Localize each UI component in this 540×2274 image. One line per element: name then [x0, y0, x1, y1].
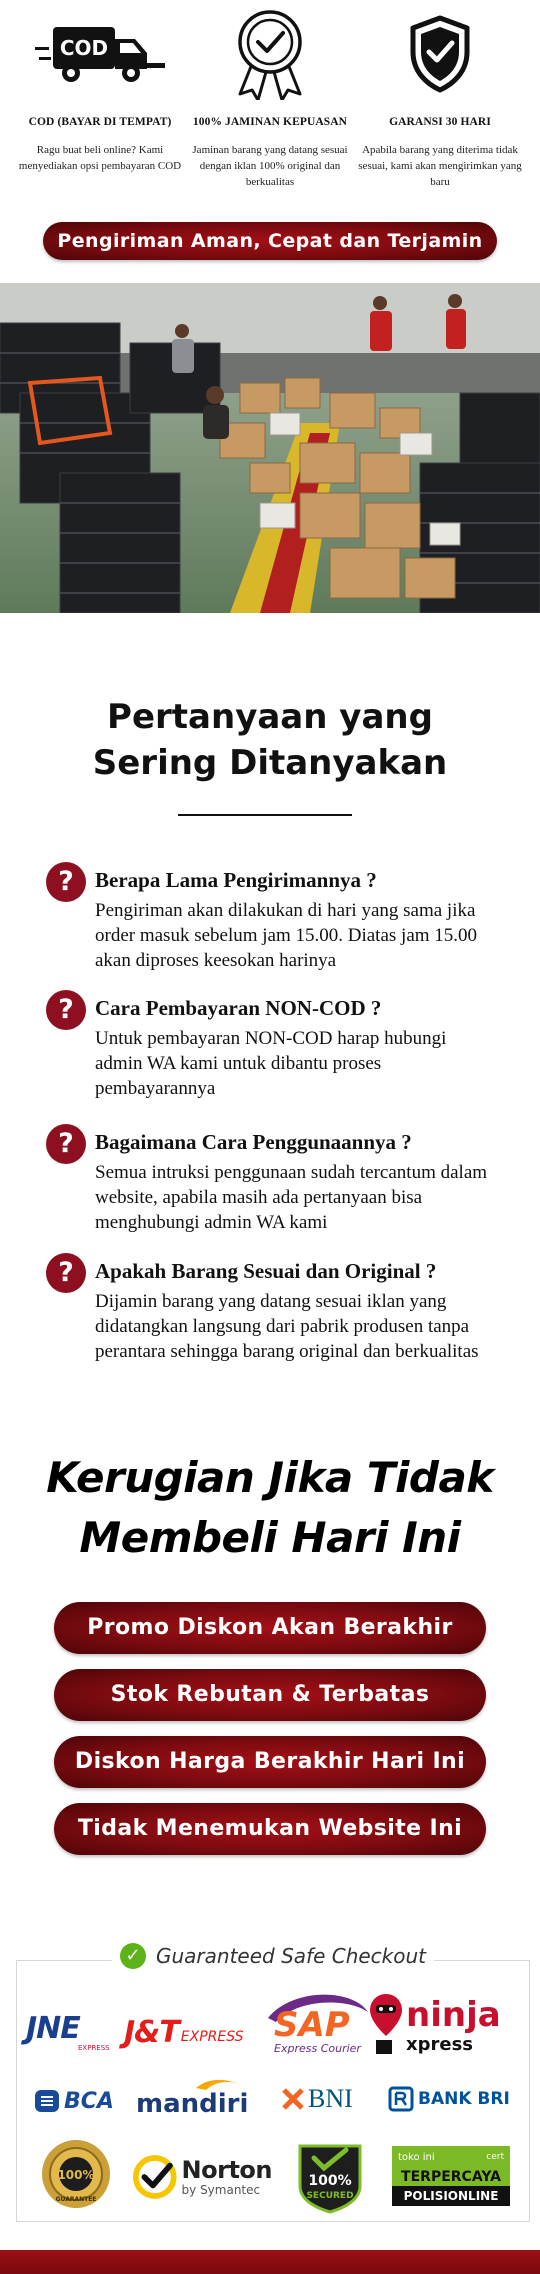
feature-title: 100% JAMINAN KEPUASAN	[192, 116, 348, 128]
features-row	[0, 0, 540, 205]
bni-emblem-icon	[282, 2088, 304, 2110]
loss-pill: Tidak Menemukan Website Ini	[54, 1803, 486, 1855]
feature-satisfaction	[180, 0, 360, 190]
secured-badge	[292, 2138, 368, 2214]
bca-emblem-icon	[34, 2089, 60, 2113]
question-icon: ?	[46, 862, 86, 902]
loss-pill: Promo Diskon Akan Berakhir	[54, 1602, 486, 1654]
faq-divider	[178, 814, 352, 816]
bottom-bar	[0, 2250, 540, 2274]
ninja-location-icon	[370, 1994, 402, 2054]
question-icon: ?	[46, 1124, 86, 1164]
check-circle-icon: ✓	[120, 1943, 146, 1969]
faq-title-line2: Sering Ditanyakan	[92, 743, 448, 783]
svg-text:ninja: ninja	[406, 1995, 501, 2035]
sap-swoosh-icon	[262, 1992, 372, 2056]
bca-logo: BCA	[34, 2086, 124, 2116]
faq-answer: Pengiriman akan dilakukan di hari yang sama jika order masuk sebelum jam 15.00. Diatas jam 15.00 akan diproses keesokan harinya	[95, 900, 478, 971]
feature-desc: Ragu buat beli online? Kami menyediakan opsi pembayaran COD	[18, 144, 182, 172]
feature-desc: Jaminan barang yang datang sesuai dengan iklan 100% original dan berkualitas	[192, 144, 348, 188]
warehouse-photo	[0, 283, 540, 613]
svg-text:GUARANTEE: GUARANTEE	[55, 2196, 97, 2203]
shield-check-icon	[407, 14, 473, 94]
feature-desc: Apabila barang yang diterima tidak sesuai, kami akan mengirimkan yang baru	[358, 144, 522, 188]
faq-title-line1: Pertanyaan yang	[107, 697, 433, 737]
norton-logo: Norton by Symantec	[132, 2150, 272, 2204]
svg-text:SAP: SAP	[274, 2005, 350, 2045]
loss-pill: Stok Rebutan & Terbatas	[54, 1669, 486, 1721]
sap-logo	[262, 1992, 372, 2056]
feature-title: GARANSI 30 HARI	[389, 116, 491, 128]
faq-question: Cara Pembayaran NON-COD ?	[95, 996, 382, 1020]
safe-checkout-title: Guaranteed Safe Checkout	[155, 1944, 427, 1968]
svg-text:100%: 100%	[57, 2168, 95, 2182]
faq-question: Berapa Lama Pengirimannya ?	[95, 868, 377, 892]
bni-logo: BNI	[282, 2084, 372, 2114]
faq-answer: Untuk pembayaran NON-COD harap hubungi admin WA kami untuk dibantu proses pembayarannya	[95, 1028, 447, 1099]
feature-cod	[10, 0, 190, 174]
shipping-banner: Pengiriman Aman, Cepat dan Terjamin	[43, 222, 497, 260]
faq-answer: Dijamin barang yang datang sesuai iklan yang didatangkan langsung dari pabrik produsen tanpa perantara sehingga barang original dan berkualitas	[95, 1291, 479, 1362]
jne-logo: JNE EXPRESS	[26, 2011, 110, 2052]
question-icon: ?	[46, 990, 86, 1030]
bri-logo: BANK BRI	[388, 2084, 512, 2114]
award-check-icon	[230, 8, 310, 100]
faq-question: Apakah Barang Sesuai dan Original ?	[95, 1259, 437, 1283]
feature-warranty	[350, 0, 530, 190]
loss-title-line2: Membeli Hari Ini	[79, 1513, 461, 1562]
faq-answer: Semua intruksi penggunaan sudah tercantum dalam website, apabila masih ada pertanyaan bisa menghubungi admin WA kami	[95, 1162, 488, 1233]
satisfaction-guarantee-badge	[40, 2138, 112, 2210]
ninja-xpress-logo	[370, 1990, 520, 2056]
polisionline-badge: toko ini cert TERPERCAYA POLISIONLINE	[392, 2146, 510, 2206]
safe-checkout-header	[112, 1938, 434, 1974]
jnt-logo: J&T EXPRESS	[124, 2014, 244, 2050]
svg-text:SECURED: SECURED	[306, 2191, 354, 2201]
svg-text:Express Courier: Express Courier	[274, 2042, 361, 2055]
loss-title-line1: Kerugian Jika Tidak	[46, 1453, 494, 1502]
svg-text:xpress: xpress	[406, 2034, 474, 2055]
faq-question: Bagaimana Cara Penggunaannya ?	[95, 1130, 412, 1154]
faq-title	[0, 694, 540, 786]
svg-text:100%: 100%	[308, 2173, 352, 2189]
mandiri-logo	[134, 2074, 262, 2120]
cod-truck-icon	[35, 19, 165, 89]
svg-text:COD: COD	[59, 36, 109, 60]
svg-text:mandiri: mandiri	[136, 2089, 249, 2119]
loss-title	[0, 1448, 540, 1568]
loss-pill: Diskon Harga Berakhir Hari Ini	[54, 1736, 486, 1788]
question-icon: ?	[46, 1253, 86, 1293]
feature-title: COD (BAYAR DI TEMPAT)	[28, 116, 172, 128]
bri-emblem-icon	[388, 2086, 414, 2112]
norton-check-icon	[132, 2153, 178, 2201]
